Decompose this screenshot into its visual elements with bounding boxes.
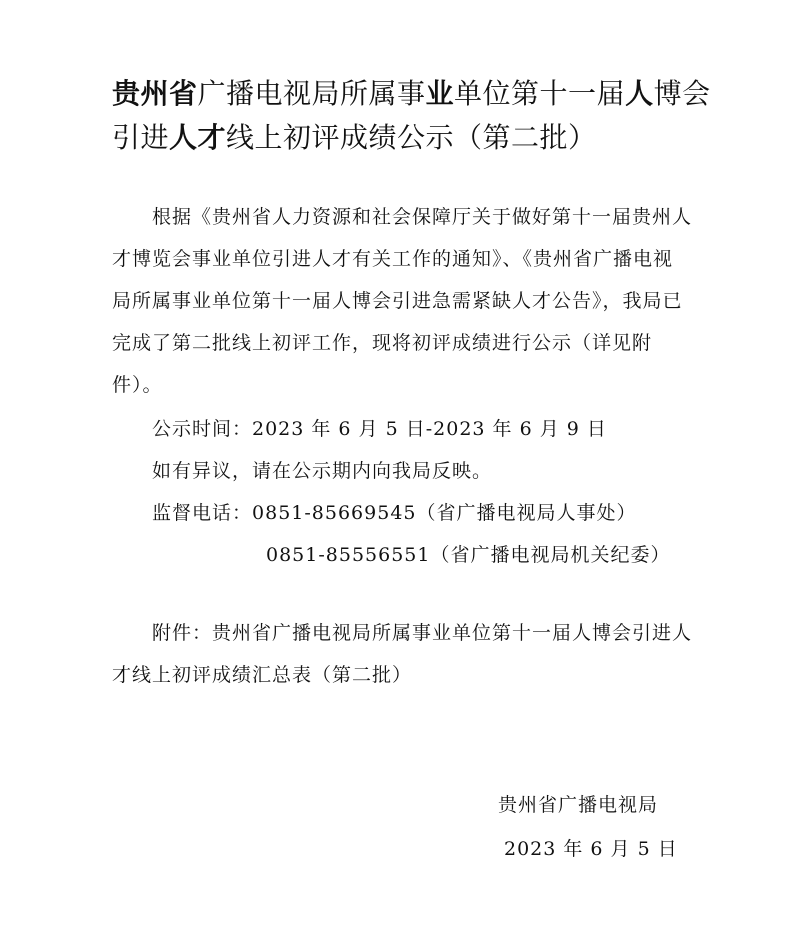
- title-part-2: 广播电视局所属事: [197, 77, 426, 110]
- phone-number-2: 0851-85556551（省广播电视局机关纪委）: [266, 544, 671, 566]
- title-part-6: 博会引进: [112, 77, 711, 154]
- title-part-4: 单位第十一届: [454, 77, 626, 110]
- phone-label: 监督电话：: [152, 502, 253, 524]
- title-part-1: 贵州省: [112, 77, 198, 110]
- title-part-7: 人才: [169, 121, 227, 154]
- attachment-note: 附件：贵州省广播电视局所属事业单位第十一届人博会引进人才线上初评成绩汇总表（第二批）: [112, 622, 693, 686]
- title-part-5: 人: [625, 77, 654, 110]
- objection-note: 如有异议，请在公示期内向我局反映。: [152, 460, 493, 482]
- document-title: [112, 72, 712, 160]
- title-part-3: 业: [425, 77, 455, 110]
- phone-line-1: [152, 492, 637, 534]
- signature-org: 贵州省广播电视局: [498, 794, 659, 816]
- signature-date: 2023 年 6 月 5 日: [504, 838, 678, 860]
- notice-period: 公示时间：2023 年 6 月 5 日-2023 年 6 月 9 日: [152, 418, 607, 440]
- body-paragraph-1: 根据《贵州省人力资源和社会保障厅关于做好第十一届贵州人才博览会事业单位引进人才有关工作的通知》、《贵州省广播电视局所属事业单位第十一届人博会引进急需紧缺人才公告》，我局已完成了第二批线上初评工作，现将初评成绩进行公示（详见附件）。: [112, 206, 693, 396]
- title-part-8: 线上初评成绩公示（第二批）: [226, 121, 597, 154]
- phone-number-1: 0851-85669545（省广播电视局人事处）: [252, 502, 637, 524]
